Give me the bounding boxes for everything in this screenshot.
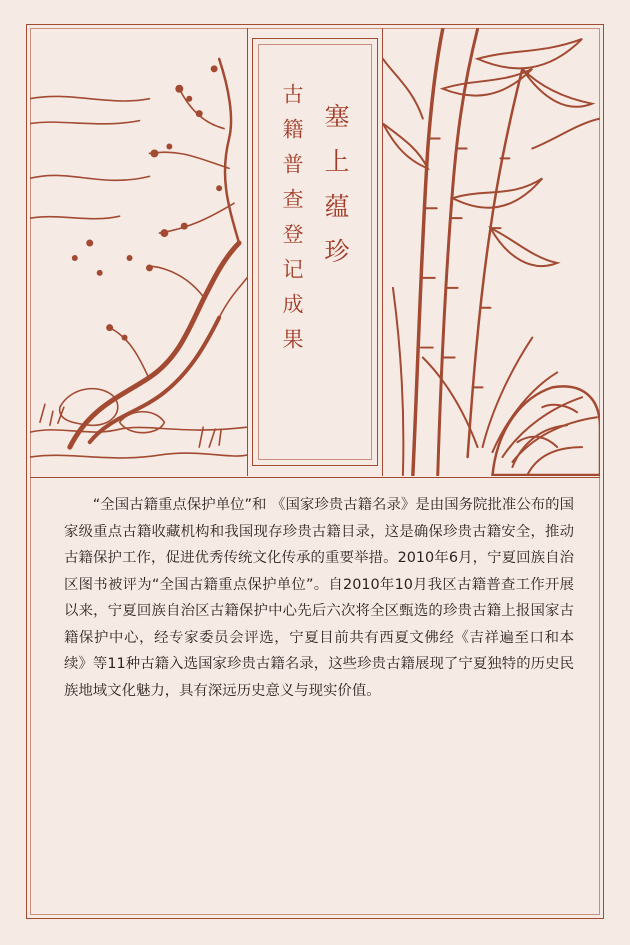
plum-tree-illustration [30,28,248,476]
illustration-band [30,28,600,478]
body-paragraph: “全国古籍重点保护单位”和 《国家珍贵古籍名录》是由国务院批准公布的国家级重点古籍收藏机构和我国现存珍贵古籍目录，这是确保珍贵古籍安全，推动古籍保护工作，促进优秀传统文化传承的重要举措。2010年6月，宁夏回族自治区图书被评为“全国古籍重点保护单位”。自2010年10月我区古籍普查工作开展以来，宁夏回族自治区古籍保护中心先后六次将全区甄选的珍贵古籍上报国家古籍保护中心，经专家委员会评选，宁夏目前共有西夏文佛经《吉祥遍至口和本续》等11种古籍入选国家珍贵古籍名录，这些珍贵古籍展现了宁夏独特的历史民族地域文化魅力，具有深远历史意义与现实价值。 [64,497,574,699]
body-text [64,492,574,704]
subtitle: 古籍普查登记成果 [280,83,304,363]
main-title: 塞上蕴珍 [321,103,350,283]
bamboo-art [383,28,600,476]
title-box [252,38,378,466]
title-box-inner-border [258,44,372,460]
bamboo-illustration [382,28,600,476]
plum-tree-art [30,28,247,476]
